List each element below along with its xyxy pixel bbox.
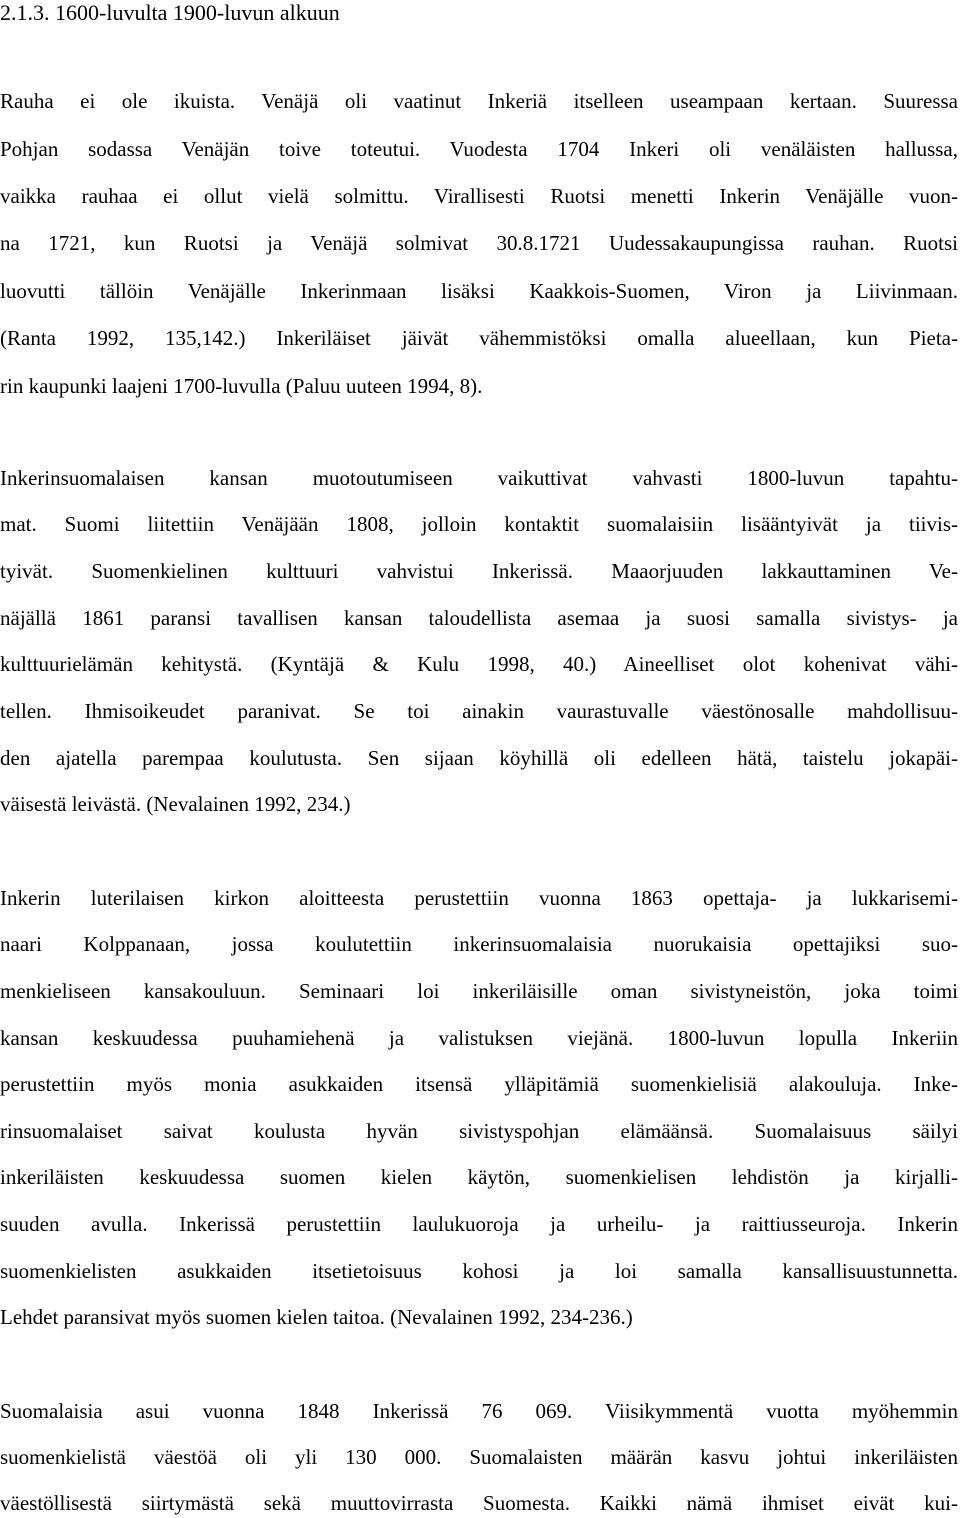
text-line: den ajatella parempaa koulutusta. Sen sijaan köyhillä oli edelleen hätä, taistelu jokapäi-	[0, 746, 958, 770]
text-line: suomenkielisten asukkaiden itsetietoisuus kohosi ja loi samalla kansallisuustunnetta.	[0, 1259, 958, 1283]
text-line: kulttuurielämän kehitystä. (Kyntäjä & Kulu 1998, 40.) Aineelliset olot kohenivat vähi-	[0, 652, 958, 676]
text-line: inkeriläisten keskuudessa suomen kielen käytön, suomenkielisen lehdistön ja kirjalli-	[0, 1165, 958, 1189]
text-line: Lehdet paransivat myös suomen kielen taitoa. (Nevalainen 1992, 234-236.)	[0, 1305, 633, 1329]
text-line: väestöllisestä siirtymästä sekä muuttovirrasta Suomesta. Kaikki nämä ihmiset eivät kui-	[0, 1491, 958, 1515]
text-line: rin kaupunki laajeni 1700-luvulla (Paluu uuteen 1994, 8).	[0, 374, 483, 398]
text-line: mat. Suomi liitettiin Venäjään 1808, jolloin kontaktit suomalaisiin lisääntyivät ja tiivis-	[0, 512, 958, 536]
text-line: perustettiin myös monia asukkaiden itsensä ylläpitämiä suomenkielisiä alakouluja. Inke-	[0, 1072, 958, 1096]
text-line: Rauha ei ole ikuista. Venäjä oli vaatinut Inkeriä itselleen useampaan kertaan. Suuressa	[0, 89, 958, 113]
text-line: Inkerinsuomalaisen kansan muotoutumiseen vaikuttivat vahvasti 1800-luvun tapahtu-	[0, 466, 958, 490]
text-line: suomenkielistä väestöä oli yli 130 000. Suomalaisten määrän kasvu johtui inkeriläisten	[0, 1445, 958, 1469]
text-line: (Ranta 1992, 135,142.) Inkeriläiset jäivät vähemmistöksi omalla alueellaan, kun Pieta-	[0, 326, 958, 350]
text-line: naari Kolppanaan, jossa koulutettiin inkerinsuomalaisia nuorukaisia opettajiksi suo-	[0, 932, 958, 956]
text-line: tellen. Ihmisoikeudet paranivat. Se toi ainakin vaurastuvalle väestönosalle mahdollisuu-	[0, 699, 958, 723]
text-line: näjällä 1861 paransi tavallisen kansan taloudellista asemaa ja suosi samalla sivistys- ja	[0, 606, 958, 630]
text-line: luovutti tällöin Venäjälle Inkerinmaan lisäksi Kaakkois-Suomen, Viron ja Liivinmaan.	[0, 279, 958, 303]
text-line: kansan keskuudessa puuhamiehenä ja valistuksen viejänä. 1800-luvun lopulla Inkeriin	[0, 1026, 958, 1050]
text-line: Pohjan sodassa Venäjän toive toteutui. Vuodesta 1704 Inkeri oli venäläisten hallussa,	[0, 137, 958, 161]
text-line: na 1721, kun Ruotsi ja Venäjä solmivat 30.8.1721 Uudessakaupungissa rauhan. Ruotsi	[0, 231, 958, 255]
text-line: Suomalaisia asui vuonna 1848 Inkerissä 76 069. Viisikymmentä vuotta myöhemmin	[0, 1399, 958, 1423]
text-line: rinsuomalaiset saivat koulusta hyvän sivistyspohjan elämäänsä. Suomalaisuus säilyi	[0, 1119, 958, 1143]
text-line: Inkerin luterilaisen kirkon aloitteesta perustettiin vuonna 1863 opettaja- ja lukkarisemi-	[0, 886, 958, 910]
section-heading: 2.1.3. 1600-luvulta 1900-luvun alkuun	[0, 0, 340, 25]
text-line: väisestä leivästä. (Nevalainen 1992, 234.)	[0, 792, 351, 816]
text-line: vaikka rauhaa ei ollut vielä solmittu. Virallisesti Ruotsi menetti Inkerin Venäjälle vuon-	[0, 184, 958, 208]
text-line: menkieliseen kansakouluun. Seminaari loi inkeriläisille oman sivistyneistön, joka toimi	[0, 979, 958, 1003]
text-line: tyivät. Suomenkielinen kulttuuri vahvistui Inkerissä. Maaorjuuden lakkauttaminen Ve-	[0, 559, 958, 583]
text-line: suuden avulla. Inkerissä perustettiin laulukuoroja ja urheilu- ja raittiusseuroja. Inkerin	[0, 1212, 958, 1236]
